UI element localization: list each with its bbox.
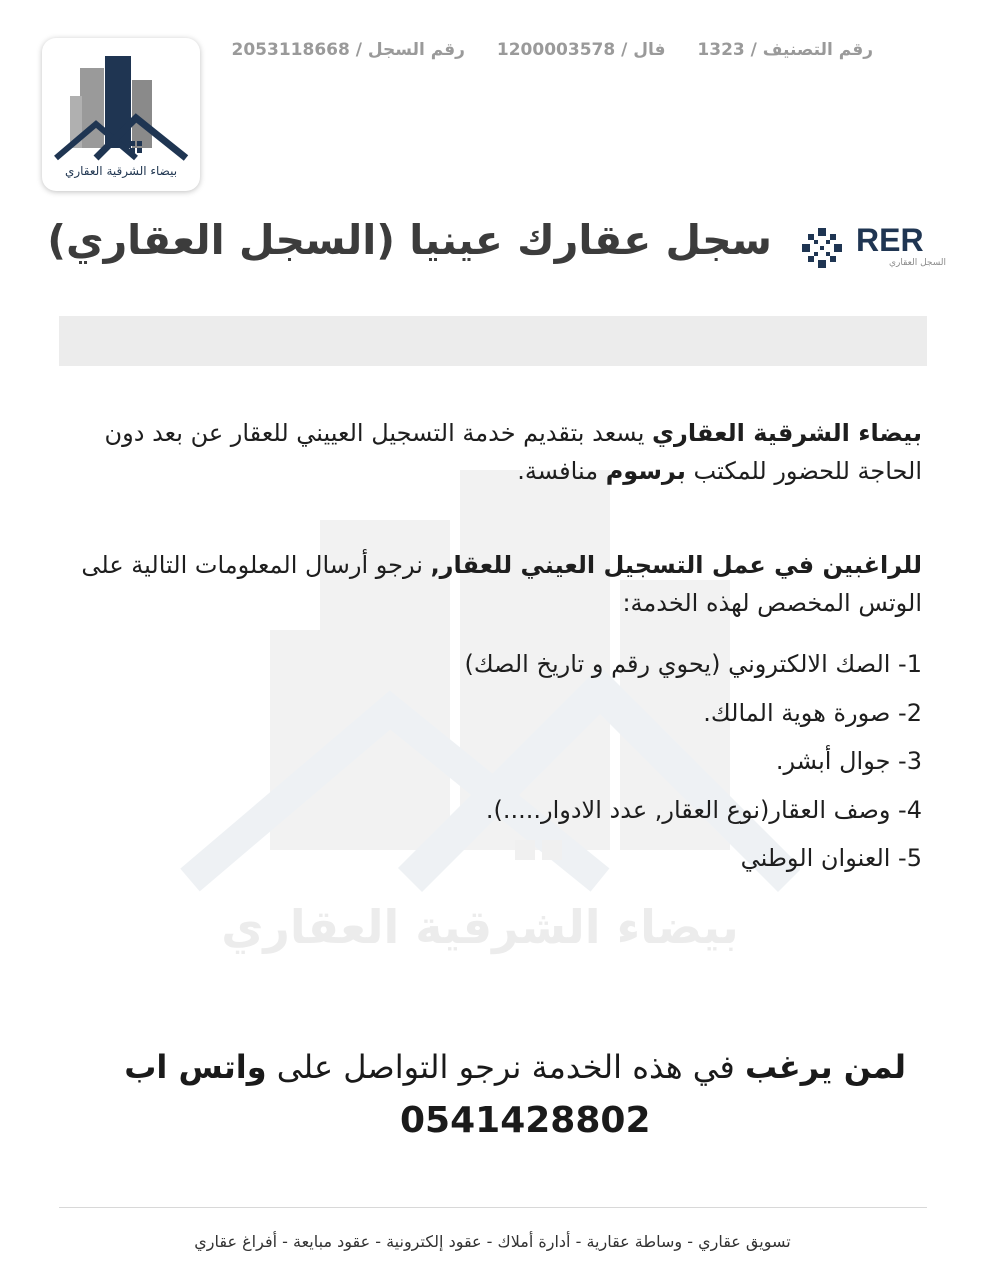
company-logo (42, 38, 200, 191)
rer-emblem-icon (800, 226, 844, 270)
list-item: 5- العنوان الوطني (740, 844, 922, 872)
buildings-logo-icon (50, 46, 192, 164)
request-text: نرجو أرسال المعلومات التالية على الوتس المخصص لهذه الخدمة: (81, 551, 922, 617)
divider-bar (59, 316, 927, 366)
intro-text-end: منافسة. (517, 457, 606, 485)
request-heading: للراغبين في عمل التسجيل العيني للعقار, (430, 551, 922, 579)
rer-subtitle: السجل العقاري (888, 258, 946, 268)
cta-bold-1: لمن يرغب (744, 1048, 906, 1086)
fal-number: فال / 1200003578 (496, 40, 666, 60)
list-item: 1- الصك الالكتروني (يحوي رقم و تاريخ الصك) (464, 650, 922, 678)
cta-text: في هذه الخدمة نرجو التواصل على (266, 1048, 745, 1086)
fees-word: برسوم (605, 457, 686, 485)
contact-call-to-action (60, 1044, 906, 1090)
rer-logo: RER (856, 222, 924, 258)
list-item: 2- صورة هوية المالك. (703, 698, 922, 727)
list-item: 3- جوال أبشر. (775, 747, 922, 775)
registry-number: رقم السجل / 2053118668 (231, 40, 465, 60)
requirements-list (60, 640, 922, 883)
registration-info (232, 40, 873, 60)
logo-name: بيضاء الشرقية العقاري (64, 164, 178, 178)
watermark-text: بيضاء الشرقية العقاري (221, 900, 739, 954)
cta-whatsapp: واتس اب (124, 1048, 267, 1086)
list-item: 4- وصف العقار(نوع العقار, عدد الادوار.....). (485, 795, 922, 824)
phone-number[interactable]: 0541428802 (400, 1100, 651, 1141)
company-name: بيضاء الشرقية العقاري (652, 419, 922, 447)
classification-number: رقم التصنيف / 1323 (697, 40, 873, 60)
services-footer: تسويق عقاري - وساطة عقارية - أدارة أملاك - عقود إلكترونية - عقود مبايعة - أفراغ عقاري (194, 1232, 791, 1251)
intro-paragraph (60, 414, 922, 490)
intro-text: يسعد بتقديم خدمة التسجيل العييني للعقار عن بعد دون الحاجة للحضور للمكتب (104, 419, 922, 485)
page-title: سجل عقارك عينيا (السجل العقاري) (47, 216, 772, 264)
request-paragraph (60, 546, 922, 622)
footer-divider (59, 1207, 927, 1208)
